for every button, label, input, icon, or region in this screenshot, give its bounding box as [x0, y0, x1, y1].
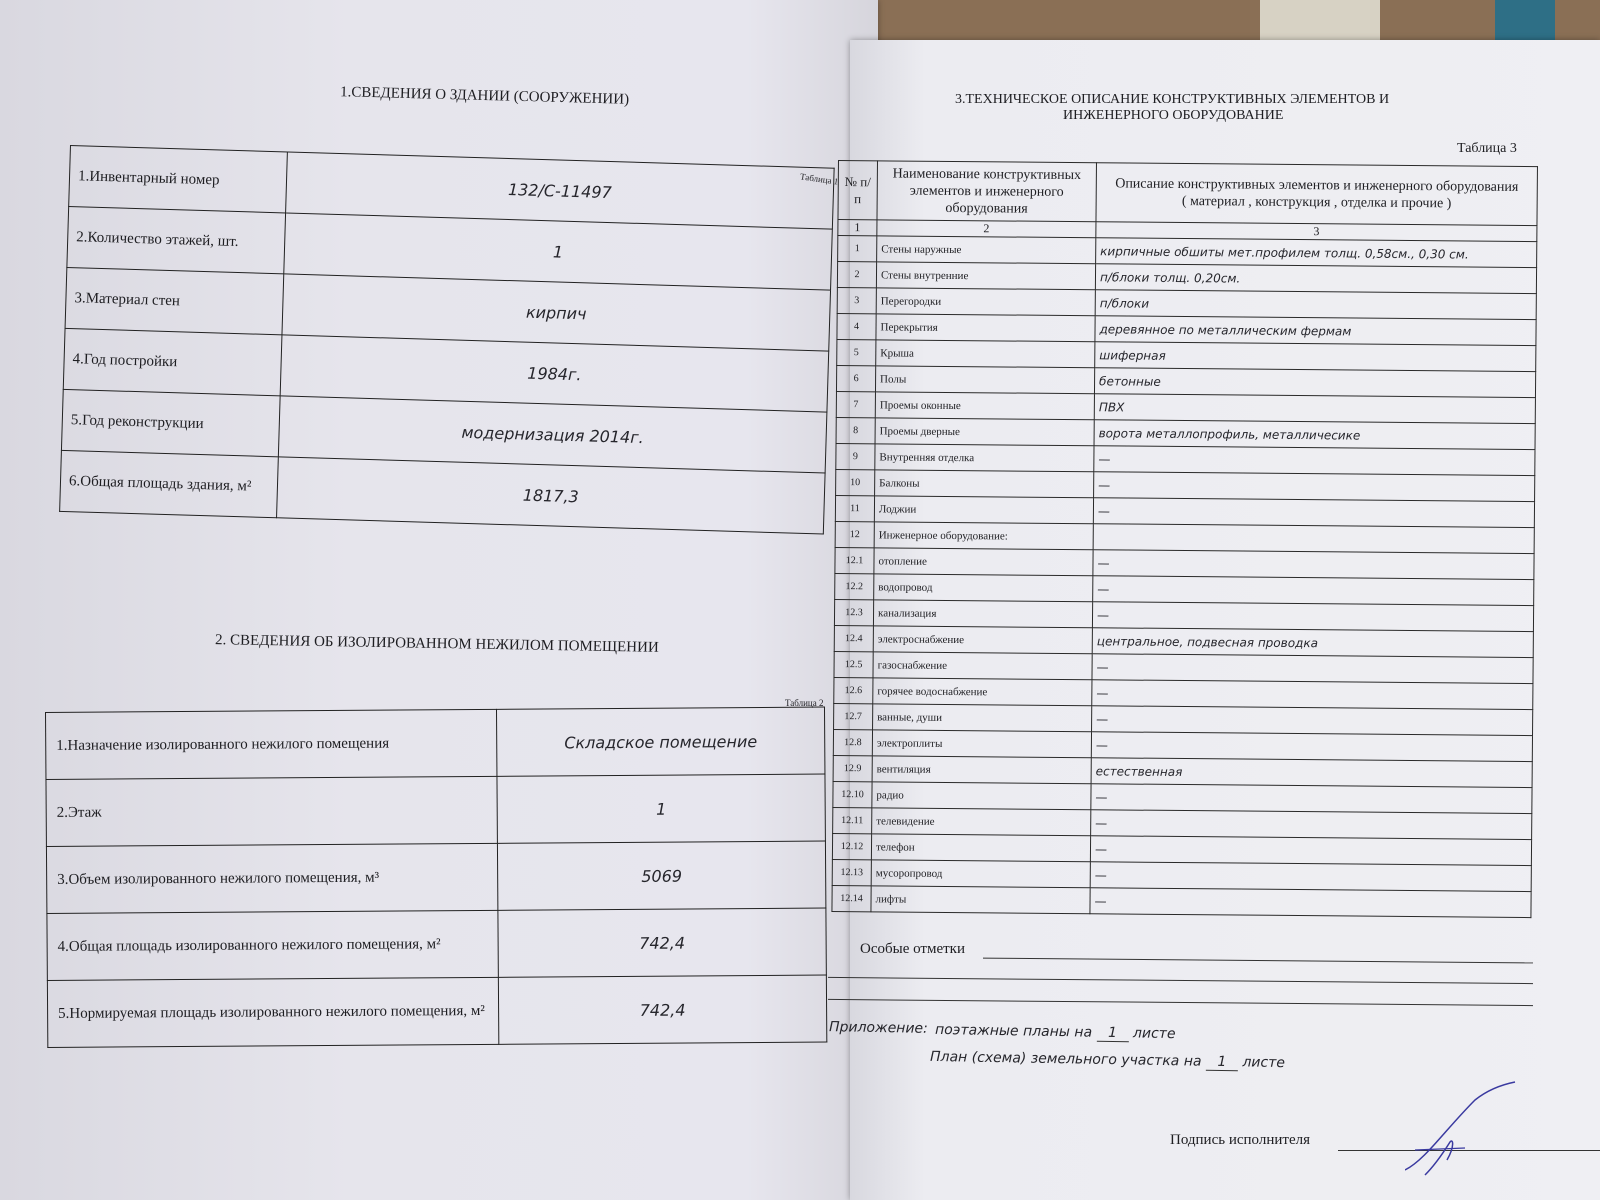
row-number: 4 [837, 313, 876, 339]
row-number: 3 [837, 287, 876, 313]
row-number: 12.11 [833, 807, 872, 833]
row-number: 12.2 [835, 573, 874, 599]
header-name: Наименование конструктивных элементов и инженерного оборудования [877, 161, 1097, 222]
row-name: электроснабжение [873, 626, 1092, 654]
row-description: п/блоки [1095, 290, 1536, 320]
row-value: 742,4 [498, 975, 826, 1044]
appendix-floor-plans-count: 1 [1096, 1025, 1128, 1043]
row-name: ванные, души [873, 704, 1092, 732]
row-name: газоснабжение [873, 652, 1092, 680]
row-name: Проемы дверные [875, 418, 1094, 446]
row-number: 12.5 [834, 651, 873, 677]
row-number: 12.9 [833, 755, 872, 781]
header-desc [1096, 163, 1537, 226]
table-row [832, 885, 1531, 917]
row-name: отопление [874, 548, 1093, 576]
row-number: 12.6 [834, 677, 873, 703]
row-name: водопровод [874, 574, 1093, 602]
row-name: электроплиты [872, 730, 1091, 758]
row-description: деревянное по металлическим фермам [1095, 316, 1536, 346]
row-value: кирпич [282, 274, 831, 351]
special-marks-line [983, 958, 1533, 964]
row-label: 6.Общая площадь здания, м² [60, 450, 279, 517]
row-value: 1984г. [280, 335, 829, 412]
building-info-table [59, 145, 835, 535]
row-number: 12.13 [832, 859, 871, 885]
row-name: Инженерное оборудование: [874, 522, 1093, 550]
row-name: Стены наружные [877, 236, 1096, 264]
row-name: мусоропровод [871, 860, 1090, 888]
row-label: 1.Назначение изолированного нежилого помещения [46, 709, 497, 779]
row-number: 5 [837, 339, 876, 365]
row-value: модернизация 2014г. [278, 396, 827, 473]
technical-description-table [831, 160, 1538, 918]
row-description: — [1090, 836, 1531, 866]
row-description: — [1091, 810, 1532, 840]
table-row [47, 908, 826, 980]
table-row [47, 975, 826, 1047]
row-description: — [1090, 862, 1531, 892]
row-label: 3.Материал стен [65, 267, 284, 334]
header-num: № п/п [838, 161, 878, 220]
appendix-land-plan-text: План (схема) земельного участка на [929, 1048, 1202, 1070]
special-marks-label: Особые отметки [860, 941, 965, 957]
row-number: 9 [836, 443, 875, 469]
row-name: горячее водоснабжение [873, 678, 1092, 706]
col-number: 1 [838, 220, 877, 236]
row-name: Крыша [876, 340, 1095, 368]
row-number: 6 [836, 365, 875, 391]
row-label: 5.Год реконструкции [61, 389, 280, 456]
appendix-floor-plans-suffix: листе [1132, 1025, 1176, 1043]
row-value: 132/С-11497 [286, 152, 835, 229]
row-name: Полы [875, 366, 1094, 394]
row-number: 11 [835, 495, 874, 521]
row-number: 12.3 [834, 599, 873, 625]
row-description: — [1091, 784, 1532, 814]
col-number: 3 [1096, 222, 1537, 242]
table-row [46, 707, 825, 779]
row-number: 1 [838, 236, 877, 262]
appendix-floor-plans [935, 1022, 1176, 1043]
row-number: 12.8 [833, 729, 872, 755]
appendix-land-plan [930, 1049, 1285, 1072]
row-name: лифты [871, 886, 1090, 914]
row-description: ворота металлопрофиль, металличесике [1094, 420, 1535, 450]
row-description: — [1094, 446, 1535, 476]
row-description: — [1092, 602, 1533, 632]
row-label: 3.Объем изолированного нежилого помещения, м³ [46, 843, 497, 913]
row-description: — [1093, 498, 1534, 528]
table-row [46, 774, 825, 846]
row-name: телевидение [872, 808, 1091, 836]
row-description: бетонные [1094, 368, 1535, 398]
header-desc-line2: ( материал , конструкция , отделка и прочие ) [1181, 194, 1452, 212]
row-name: радио [872, 782, 1091, 810]
row-label: 4.Год постройки [63, 328, 282, 395]
table1-caption: Таблица 1 [799, 171, 840, 187]
appendix-label: Приложение: [828, 1019, 928, 1037]
row-name: канализация [873, 600, 1092, 628]
row-description: — [1092, 654, 1533, 684]
row-description: шиферная [1095, 342, 1536, 372]
section3-title-line1: 3.ТЕХНИЧЕСКОЕ ОПИСАНИЕ КОНСТРУКТИВНЫХ ЭЛЕМЕНТОВ И [955, 92, 1390, 107]
signature-scribble [1405, 1080, 1525, 1180]
row-name: Перекрытия [876, 314, 1095, 342]
row-description: естественная [1091, 758, 1532, 788]
row-label: 2.Количество этажей, шт. [67, 206, 286, 273]
row-description: центральное, подвесная проводка [1092, 628, 1533, 658]
row-label: 2.Этаж [46, 776, 497, 846]
row-value: 5069 [497, 841, 825, 910]
col-number: 2 [877, 220, 1096, 238]
row-description: — [1092, 680, 1533, 710]
technical-description-table-wrap [831, 160, 1538, 918]
row-value: Складское помещение [496, 707, 824, 776]
row-label: 5.Нормируемая площадь изолированного нежилого помещения, м² [47, 977, 498, 1047]
section3-title-line2: ИНЖЕНЕРНОГО ОБОРУДОВАНИЕ [1063, 108, 1284, 123]
row-name: телефон [871, 834, 1090, 862]
row-name: Перегородки [876, 288, 1095, 316]
row-number: 12 [835, 521, 874, 547]
row-number: 2 [837, 262, 876, 288]
row-name: Внутренняя отделка [875, 444, 1094, 472]
row-description [1093, 524, 1534, 554]
appendix-floor-plans-text: поэтажные планы на [934, 1021, 1093, 1041]
row-name: вентиляция [872, 756, 1091, 784]
row-value: 1 [497, 774, 825, 843]
row-name: Балконы [875, 470, 1094, 498]
table-row [46, 841, 825, 913]
row-description: — [1092, 706, 1533, 736]
special-marks-line [828, 977, 1533, 984]
row-number: 12.10 [833, 781, 872, 807]
row-description: п/блоки толщ. 0,20см. [1095, 264, 1536, 294]
row-value: 742,4 [498, 908, 826, 977]
row-number: 12.7 [834, 703, 873, 729]
row-description: — [1093, 576, 1534, 606]
row-description: — [1091, 732, 1532, 762]
appendix-land-plan-count: 1 [1206, 1054, 1238, 1072]
row-description: кирпичные обшиты мет.профилем толщ. 0,58см., 0,30 см. [1096, 238, 1537, 268]
row-number: 12.1 [835, 547, 874, 573]
section1-title: 1.СВЕДЕНИЯ О ЗДАНИИ (СООРУЖЕНИИ) [339, 84, 630, 108]
row-number: 12.12 [832, 833, 871, 859]
header-desc-line1: Описание конструктивных элементов и инженерного оборудования [1115, 176, 1519, 195]
row-value: 1817,3 [277, 457, 826, 534]
row-number: 12.14 [832, 885, 871, 911]
signature-label: Подпись исполнителя [1170, 1132, 1310, 1148]
row-name: Проемы оконные [875, 392, 1094, 420]
row-description: — [1094, 472, 1535, 502]
premises-info-table [45, 707, 827, 1048]
row-name: Стены внутренние [876, 262, 1095, 290]
row-label: 4.Общая площадь изолированного нежилого помещения, м² [47, 910, 498, 980]
row-description: — [1093, 550, 1534, 580]
row-number: 10 [836, 469, 875, 495]
row-label: 1.Инвентарный номер [69, 146, 288, 213]
special-marks-line [828, 999, 1533, 1006]
row-value: 1 [284, 213, 833, 290]
row-number: 7 [836, 391, 875, 417]
table3-caption: Таблица 3 [1457, 141, 1517, 156]
appendix-land-plan-suffix: листе [1242, 1054, 1286, 1072]
section2-title: 2. СВЕДЕНИЯ ОБ ИЗОЛИРОВАННОМ НЕЖИЛОМ ПОМЕЩЕНИИ [214, 632, 659, 656]
row-number: 12.4 [834, 625, 873, 651]
row-description: ПВХ [1094, 394, 1535, 424]
row-name: Лоджии [874, 496, 1093, 524]
row-description: — [1090, 888, 1531, 918]
row-number: 8 [836, 417, 875, 443]
table2-caption: Таблица 2 [785, 698, 824, 708]
